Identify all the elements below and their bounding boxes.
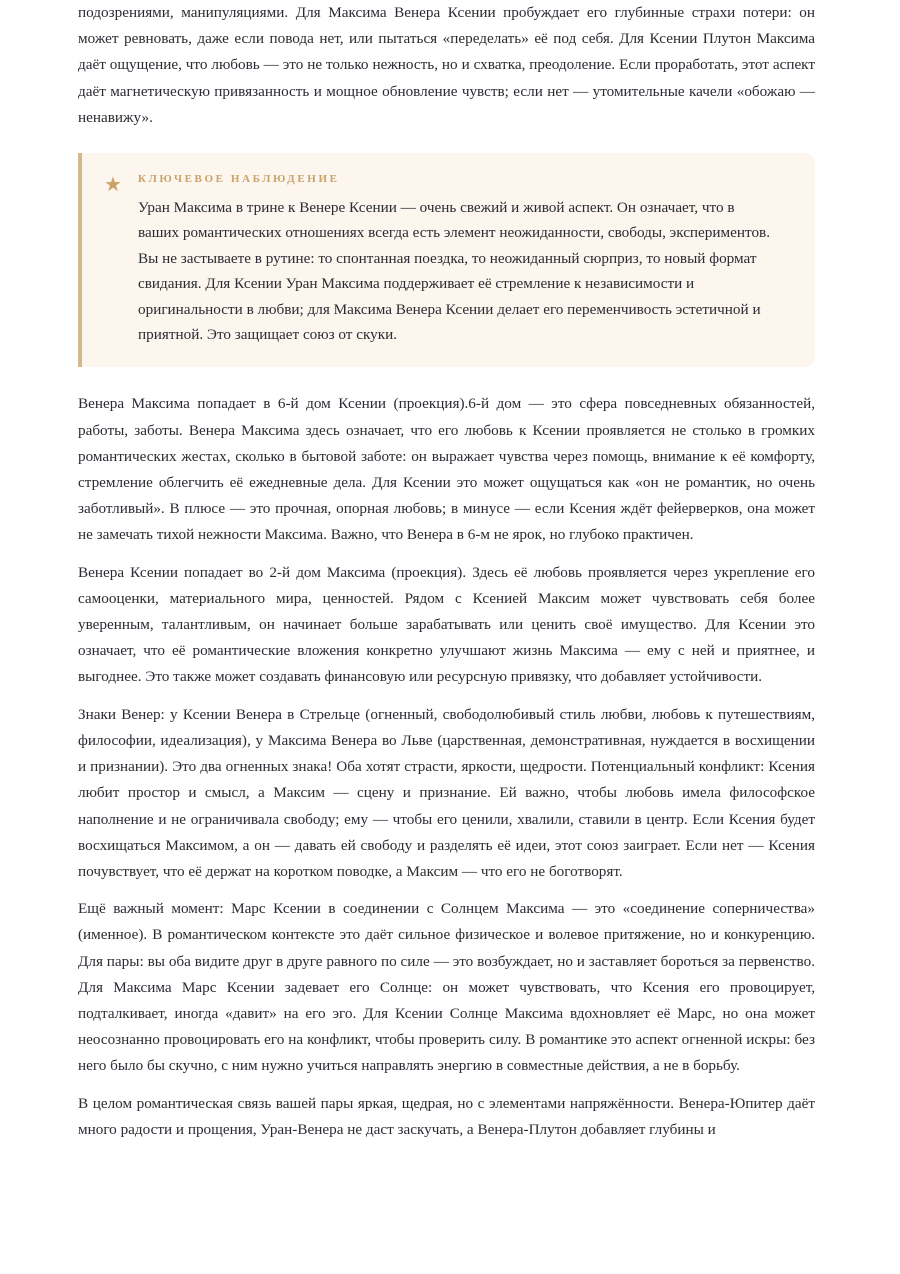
callout-text: Уран Максима в трине к Венере Ксении — очень свежий и живой аспект. Он означает, что в ваших романтических отношениях всегда есть элемент неожиданности, свободы, экспериментов. Вы не застываете в рутине: то спонтанная поездка, то неожиданный сюрприз, то новый формат свидания. Для Ксении Уран Максима поддерживает её стремление к независимости и оригинальности в любви; для Максима Венера Ксении делает его переменчивость эстетичной и приятной. Это защищает союз от скуки. bbox=[138, 199, 770, 344]
article-content bbox=[78, 0, 815, 1154]
paragraph-intro: подозрениями, манипуляциями. Для Максима Венера Ксении пробуждает его глубинные страхи потери: он может ревновать, даже если повода нет, или пытаться «переделать» её под себя. Для Ксении Плутон Максима даёт ощущение, что любовь — это не только нежность, но и схватка, преодоление. Если проработать, этот аспект даёт магнетическую привязанность и мощное обновление чувств; если нет — утомительные качели «обожаю — ненавижу». bbox=[78, 4, 815, 126]
paragraph-venus-signs: Знаки Венер: у Ксении Венера в Стрельце (огненный, свободолюбивый стиль любви, любовь к путешествиям, философии, идеализация), у Максима Венера во Льве (царственная, демонстративная, нуждается в восхищении и признании). Это два огненных знака! Оба хотят страсти, яркости, щедрости. Потенциальный конфликт: Ксения любит простор и смысл, а Максим — сцену и признание. Ей важно, чтобы любовь имела философское наполнение и не ограничивала свободу; ему — чтобы его ценили, хвалили, ставили в центр. Если Ксения будет восхищаться Максимом, а он — давать ей свободу и разделять её идеи, этот союз заиграет. Если нет — Ксения почувствует, что её держат на коротком поводке, а Максим — что его не боготворят. bbox=[78, 705, 815, 880]
callout-heading: КЛЮЧЕВОЕ НАБЛЮДЕНИЕ bbox=[138, 173, 340, 186]
key-observation-callout bbox=[78, 153, 815, 367]
paragraph-venus-ksenia-2nd-house: Венера Ксении попадает во 2-й дом Максима (проекция). Здесь её любовь проявляется через укрепление его самооценки, материального мира, ценностей. Рядом с Ксенией Максим может чувствовать себя более уверенным, талантливым, он начинает больше зарабатывать или ценить своё имущество. Для Ксении это означает, что её романтические вложения конкретно улучшают жизнь Максима — ему с ней и приятнее, и выгоднее. Это также может создавать финансовую или ресурсную привязку, что добавляет устойчивости. bbox=[78, 563, 815, 686]
paragraph-mars-sun-conjunction: Ещё важный момент: Марс Ксении в соединении с Солнцем Максима — это «соединение соперничества» (именное). В романтическом контексте это даёт сильное физическое и волевое притяжение, но и конкуренцию. Для пары: вы оба видите друг в друге равного по силе — это возбуждает, но и заставляет бороться за первенство. Для Максима Марс Ксении задевает его Солнце: он может чувствовать, что Ксения его провоцирует, подталкивает, иногда «давит» на его эго. Для Ксении Солнце Максима вдохновляет её Марс, но она может неосознанно провоцировать его на конфликт, чтобы проверить силу. В романтике это аспект огненной искры: без него было бы скучно, с ним нужно учиться направлять энергию в совместные действия, а не в борьбу. bbox=[78, 900, 815, 1075]
star-icon: ★ bbox=[104, 174, 122, 197]
paragraph-summary: В целом романтическая связь вашей пары яркая, щедрая, но с элементами напряжённости. Венера-Юпитер даёт много радости и прощения, Уран-Венера не даст заскучать, а Венера-Плутон добавляет глубины и bbox=[78, 1094, 815, 1138]
paragraph-venus-maxim-6th-house: Венера Максима попадает в 6-й дом Ксении (проекция).6-й дом — это сфера повседневных обязанностей, работы, заботы. Венера Максима здесь означает, что его любовь к Ксении проявляется не столько в громких романтических жестах, сколько в бытовой заботе: он выражает чувства через помощь, внимание к её комфорту, стремление облегчить её ежедневные дела. Для Ксении это может ощущаться как «он не романтик, но очень заботливый». В плюсе — это прочная, опорная любовь; в минусе — если Ксения ждёт фейерверков, она может не замечать тихой нежности Максима. Важно, что Венера в 6-м не ярок, но глубоко практичен. bbox=[78, 395, 815, 544]
